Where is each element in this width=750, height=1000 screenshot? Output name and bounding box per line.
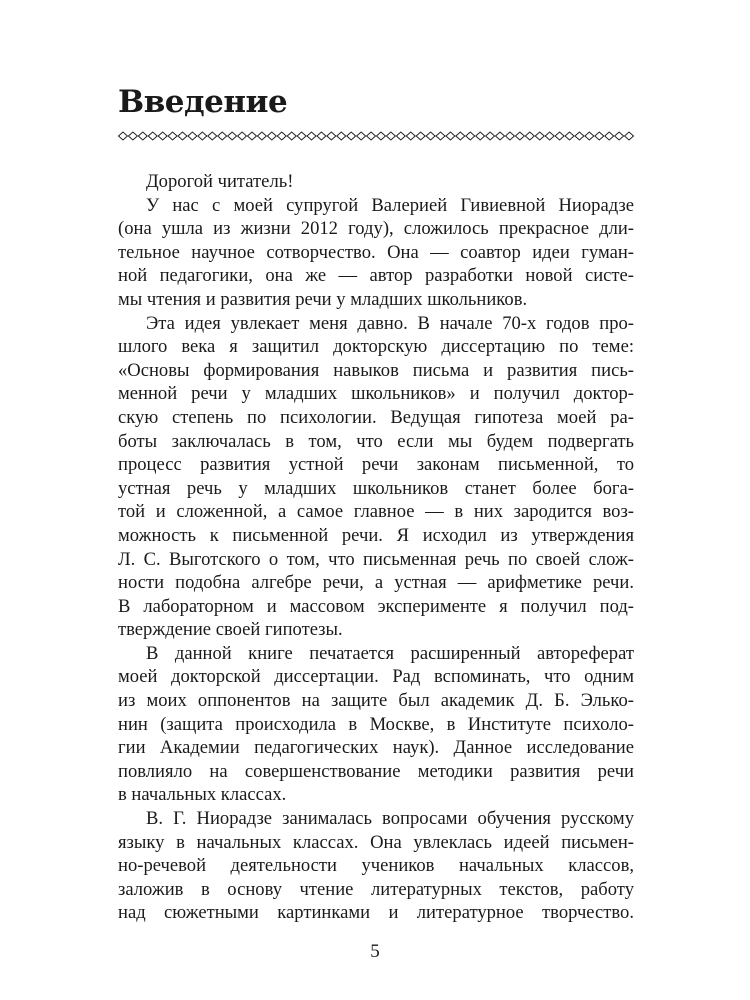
diamond-ornament (119, 132, 128, 140)
text-line: но-речевой деятельности учеников начальных классов, (118, 855, 634, 877)
diamond-ornament (198, 132, 207, 140)
diamond-ornament (317, 132, 326, 140)
text-line: В данной книге печатается расширенный автореферат (146, 642, 634, 664)
text-line: над сюжетными картинками и литературное творчество. (118, 902, 634, 924)
page-number: 5 (370, 941, 380, 962)
text-line: менной речи у младших школьников» и получил доктор- (118, 383, 634, 405)
text-line: можность к письменной речи. Я исходил из утверждения (118, 524, 634, 546)
diamond-ornament (178, 132, 187, 140)
text-line: той и сложенной, а самое главное — в них зародится воз- (118, 501, 634, 523)
text-line: Л. С. Выготского о том, что письменная речь по своей слож- (118, 548, 634, 570)
text-line: языку в начальных классах. Она увлеклась идеей письмен- (118, 831, 634, 853)
diamond-ornament (367, 132, 376, 140)
text-line: В. Г. Ниорадзе занималась вопросами обучения русскому (146, 808, 634, 830)
diamond-ornament (267, 132, 276, 140)
diamond-ornament (525, 132, 534, 140)
diamond-ornament (208, 132, 217, 140)
text-line: У нас с моей супругой Валерией Гивиевной Ниорадзе (146, 194, 634, 216)
diamond-ornament (257, 132, 266, 140)
diamond-ornament (357, 132, 366, 140)
diamond-ornament (337, 132, 346, 140)
diamond-ornament (138, 132, 147, 140)
diamond-ornament (168, 132, 177, 140)
diamond-ornament (625, 132, 634, 140)
text-line: тверждение своей гипотезы. (118, 619, 343, 641)
diamond-ornament (386, 132, 395, 140)
text-line: мы чтения и развития речи у младших школьников. (118, 288, 528, 310)
diamond-ornament (377, 132, 386, 140)
diamond-ornament (426, 132, 435, 140)
diamond-ornament (238, 132, 247, 140)
text-line: заложив в основу чтение литературных текстов, работу (118, 878, 634, 900)
text-line: боты заключалась в том, что если мы будем подвергать (118, 430, 634, 452)
diamond-ornament (248, 132, 257, 140)
diamond-ornament (535, 132, 544, 140)
diamond-ornament (615, 132, 624, 140)
chapter-title: Введение (118, 84, 288, 120)
diamond-ornament (307, 132, 316, 140)
text-line: устная речь у младших школьников станет более бога- (118, 477, 634, 499)
diamond-ornament (476, 132, 485, 140)
text-line: В лабораторном и массовом эксперименте я получил под- (118, 595, 634, 617)
text-line: (она ушла из жизни 2012 году), сложилось прекрасное дли- (118, 218, 634, 240)
diamond-ornament (436, 132, 445, 140)
text-line: процесс развития устной речи законам письменной, то (118, 454, 634, 476)
text-line: моей докторской диссертации. Рад вспоминать, что одним (118, 666, 634, 688)
diamond-ornament (496, 132, 505, 140)
text-line: ности подобна алгебре речи, а устная — арифметике речи. (118, 572, 634, 594)
text-line: ной педагогики, она же — автор разработки новой систе- (118, 265, 634, 287)
diamond-divider (118, 130, 634, 142)
text-line: шлого века я защитил докторскую диссертацию по теме: (118, 336, 634, 358)
diamond-ornament (188, 132, 197, 140)
diamond-ornament (218, 132, 227, 140)
diamond-ornament (158, 132, 167, 140)
diamond-ornament (446, 132, 455, 140)
diamond-ornament (515, 132, 524, 140)
text-line: гии Академии педагогических наук). Данное исследование (118, 737, 634, 759)
diamond-ornament (605, 132, 614, 140)
text-line: нин (защита происходила в Москве, в Институте психоло- (118, 713, 634, 735)
text-line: Дорогой читатель! (146, 171, 294, 192)
diamond-ornament (228, 132, 237, 140)
diamond-ornament (545, 132, 554, 140)
diamond-ornament (347, 132, 356, 140)
text-line: в начальных классах. (118, 784, 287, 806)
diamond-ornament (327, 132, 336, 140)
diamond-ornament (456, 132, 465, 140)
diamond-ornament (416, 132, 425, 140)
diamond-ornament (585, 132, 594, 140)
chapter-body-text (118, 170, 634, 925)
text-line: скую степень по психологии. Ведущая гипотеза моей ра- (118, 406, 634, 428)
diamond-ornament (297, 132, 306, 140)
diamond-ornament (575, 132, 584, 140)
text-line: из моих оппонентов на защите был академик Д. Б. Элько- (118, 690, 634, 712)
diamond-ornament (565, 132, 574, 140)
diamond-ornament (506, 132, 515, 140)
diamond-ornament (466, 132, 475, 140)
diamond-ornament (287, 132, 296, 140)
diamond-ornament (595, 132, 604, 140)
diamond-ornament (555, 132, 564, 140)
text-line: тельное научное сотворчество. Она — соавтор идеи гуман- (118, 241, 634, 263)
text-line: Эта идея увлекает меня давно. В начале 70-х годов про- (146, 312, 634, 334)
diamond-ornament (277, 132, 286, 140)
diamond-ornament (406, 132, 415, 140)
text-line: «Основы формирования навыков письма и развития пись- (118, 359, 634, 381)
diamond-ornament (486, 132, 495, 140)
text-line: повлияло на совершенствование методики развития речи (118, 760, 634, 782)
diamond-ornament (128, 132, 137, 140)
diamond-ornament (396, 132, 405, 140)
diamond-ornament (148, 132, 157, 140)
